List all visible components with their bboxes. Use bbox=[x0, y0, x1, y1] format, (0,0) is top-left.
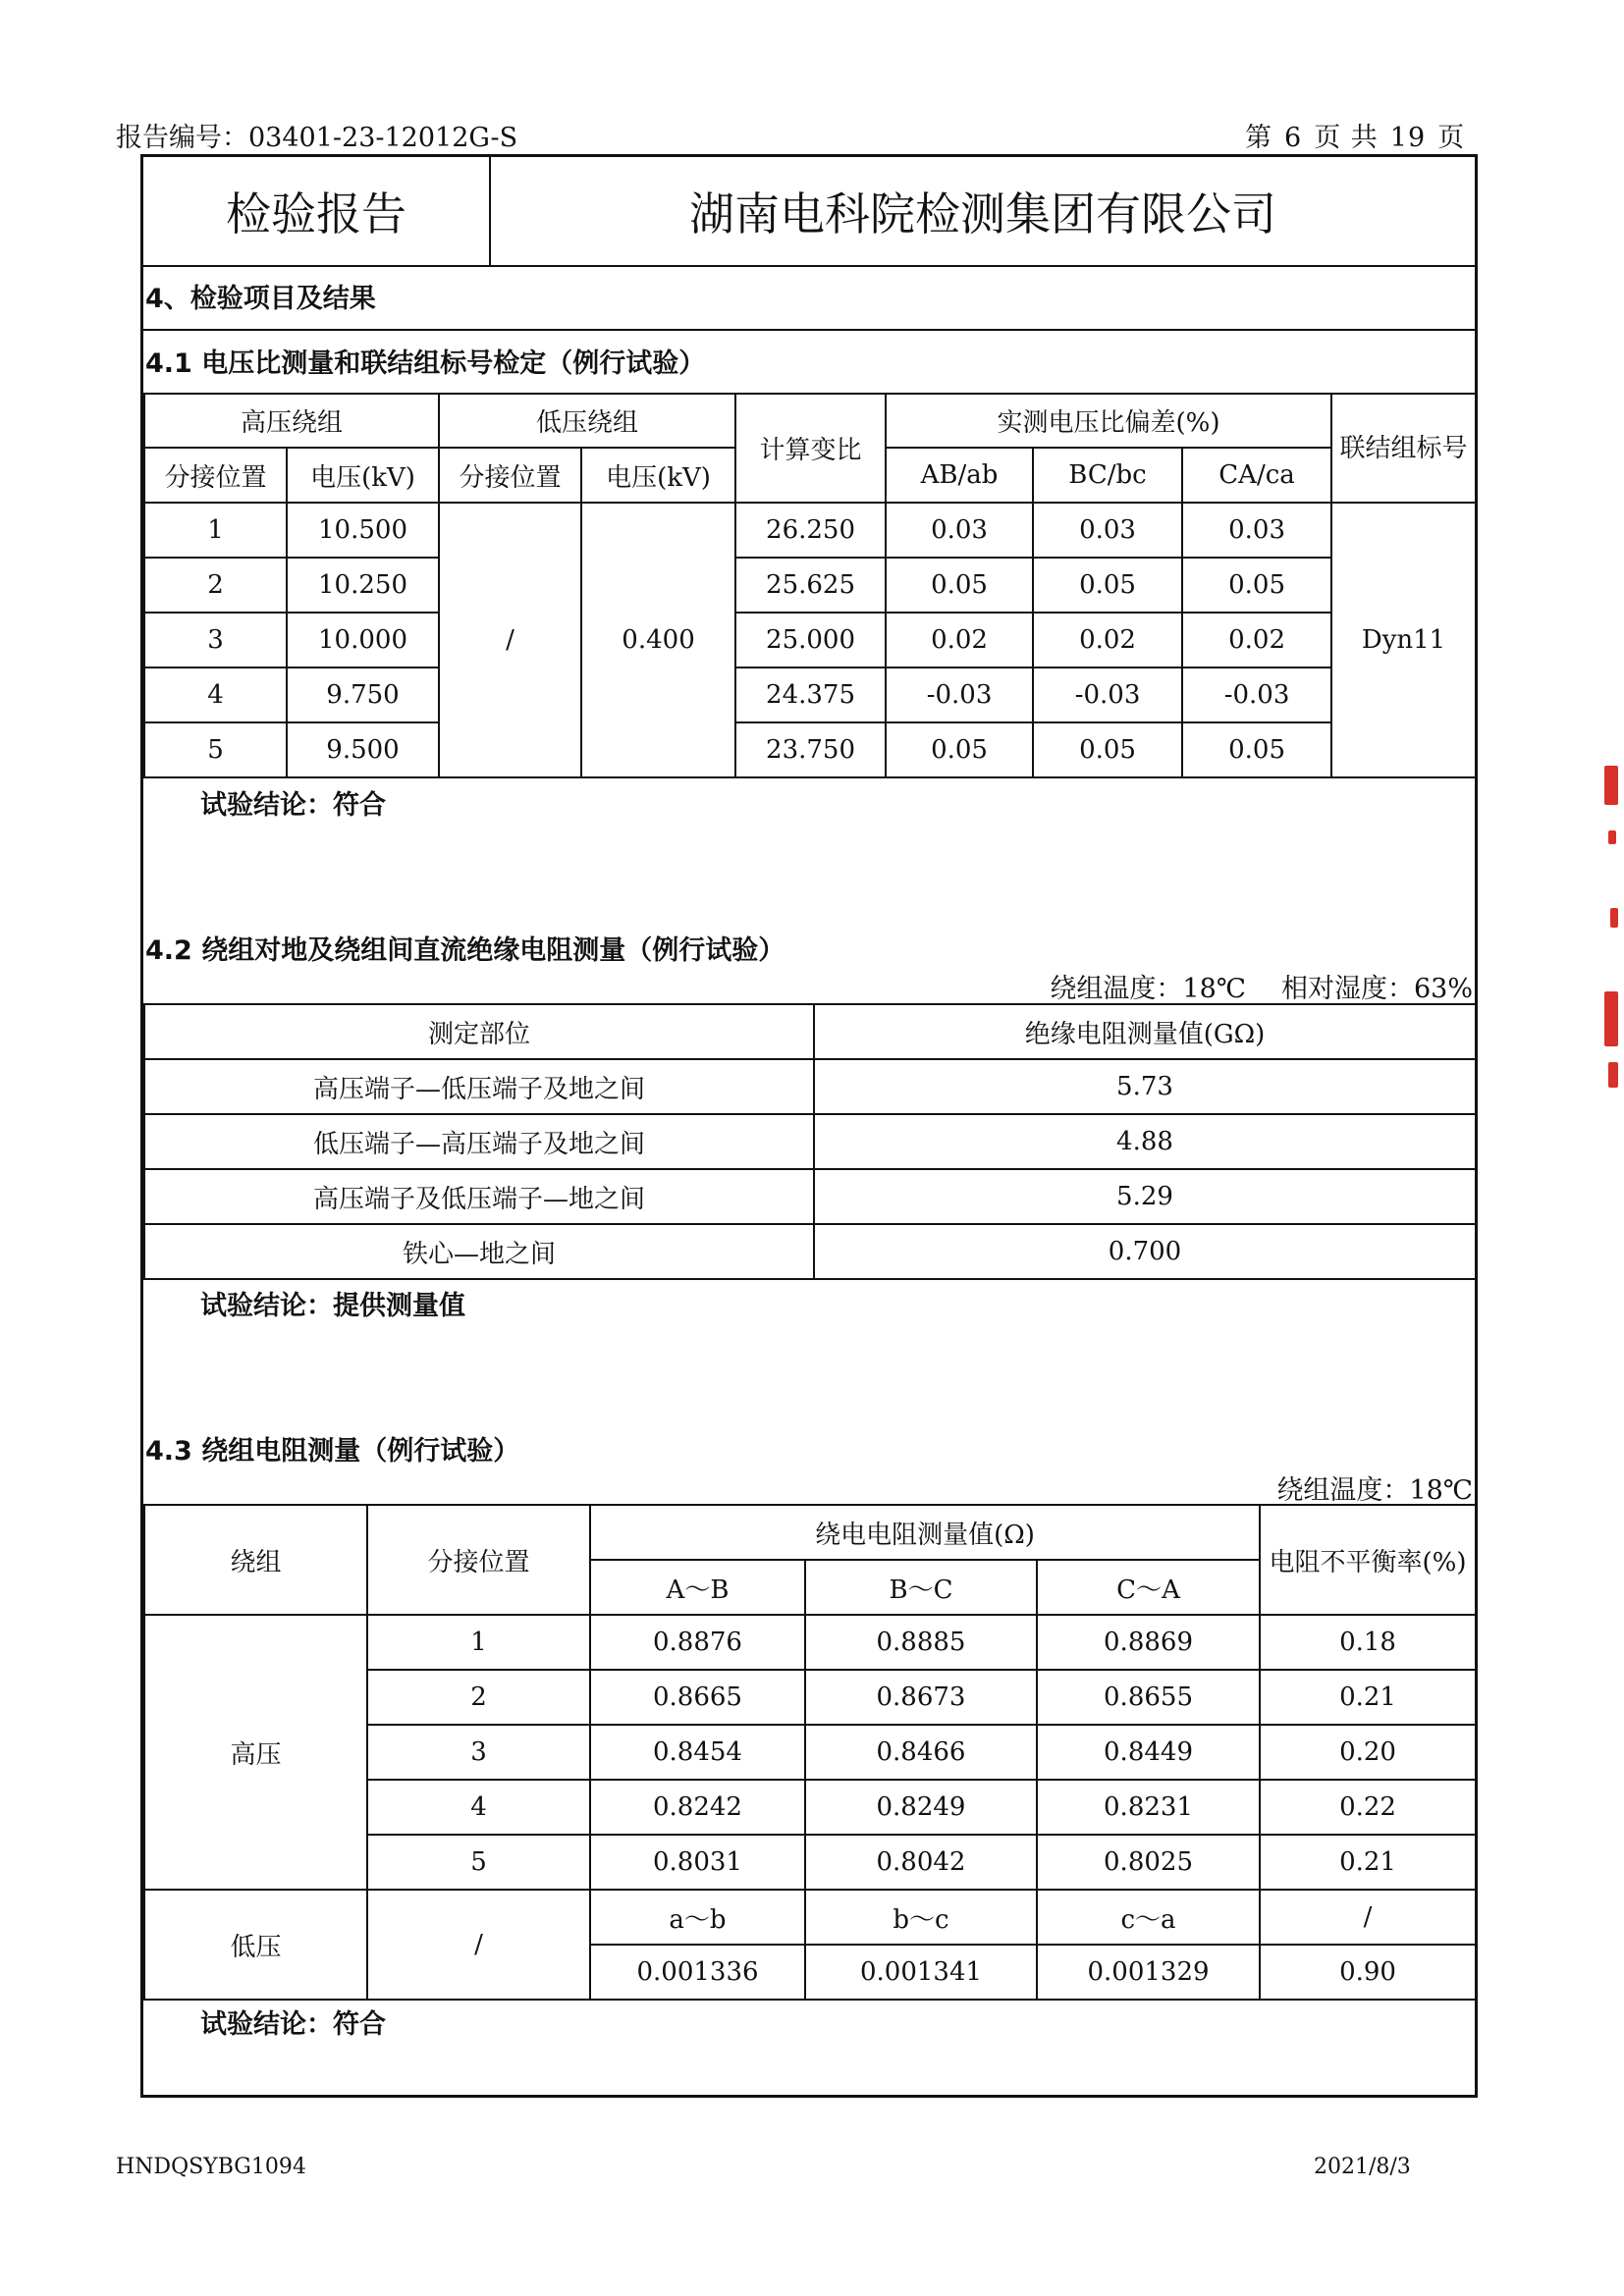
bc-cell: 0.8673 bbox=[805, 1670, 1037, 1725]
part-cell: 高压端子—低压端子及地之间 bbox=[144, 1059, 814, 1114]
ca-cell: 0.8869 bbox=[1037, 1615, 1260, 1670]
tap-cell: 3 bbox=[144, 613, 287, 667]
imbalance-cell: 0.18 bbox=[1260, 1615, 1476, 1670]
lv-ab-header: a～b bbox=[590, 1890, 805, 1945]
table-row bbox=[144, 1615, 1476, 1670]
value-cell: 4.88 bbox=[814, 1114, 1476, 1169]
ab-cell: 0.8454 bbox=[590, 1725, 805, 1780]
bc-cell: 0.8466 bbox=[805, 1725, 1037, 1780]
bc-cell: 0.8042 bbox=[805, 1835, 1037, 1890]
page-suffix: 页 bbox=[1437, 123, 1466, 153]
ratio-deviation-header: 实测电压比偏差(%) bbox=[886, 394, 1331, 448]
resistance-header: 绕电电阻测量值(Ω) bbox=[590, 1505, 1260, 1560]
ab-cell: 0.02 bbox=[886, 613, 1033, 667]
part-cell: 高压端子及低压端子—地之间 bbox=[144, 1169, 814, 1224]
insulation-resistance-table bbox=[143, 1003, 1477, 1280]
ca-cell: -0.03 bbox=[1182, 667, 1331, 722]
vector-group-cell: Dyn11 bbox=[1331, 503, 1476, 777]
winding-temperature: 绕组温度：18℃ bbox=[1276, 1475, 1473, 1506]
part-cell: 铁心—地之间 bbox=[144, 1224, 814, 1279]
tap-cell: 4 bbox=[144, 667, 287, 722]
report-frame bbox=[140, 154, 1478, 2098]
ab-cell: 0.03 bbox=[886, 503, 1033, 558]
ab-header: A～B bbox=[590, 1560, 805, 1615]
seal-fragment bbox=[1608, 830, 1616, 844]
tap-cell: 5 bbox=[144, 722, 287, 777]
bc-cell: 0.02 bbox=[1033, 613, 1182, 667]
report-number-label: 报告编号： bbox=[116, 123, 248, 153]
tap-cell: 1 bbox=[144, 503, 287, 558]
lv-voltage-header: 电压(kV) bbox=[581, 448, 735, 503]
section-4-3-conclusion: 试验结论：符合 bbox=[200, 2009, 386, 2040]
page-total: 19 bbox=[1389, 123, 1427, 153]
relative-humidity: 相对湿度：63% bbox=[1280, 974, 1473, 1004]
table-row bbox=[144, 722, 1476, 777]
winding-resistance-table bbox=[143, 1504, 1477, 2001]
lv-tap-header: 分接位置 bbox=[439, 448, 581, 503]
hv-voltage-cell: 10.250 bbox=[287, 558, 439, 613]
page-mid: 页 共 bbox=[1314, 123, 1379, 153]
ab-cell: 0.8031 bbox=[590, 1835, 805, 1890]
lv-voltage-cell: 0.400 bbox=[581, 503, 735, 777]
seal-fragment bbox=[1604, 991, 1618, 1046]
ratio-cell: 25.000 bbox=[735, 613, 886, 667]
ca-cell: 0.001329 bbox=[1037, 1945, 1260, 2000]
hv-voltage-cell: 9.500 bbox=[287, 722, 439, 777]
ab-header: AB/ab bbox=[886, 448, 1033, 503]
ab-cell: 0.8876 bbox=[590, 1615, 805, 1670]
bc-cell: -0.03 bbox=[1033, 667, 1182, 722]
form-date: 2021/8/3 bbox=[1314, 2155, 1411, 2179]
table-row bbox=[144, 1059, 1476, 1114]
seal-fragment bbox=[1608, 1062, 1618, 1088]
ratio-cell: 26.250 bbox=[735, 503, 886, 558]
ca-header: CA/ca bbox=[1182, 448, 1331, 503]
page-current: 6 bbox=[1284, 123, 1303, 153]
bc-header: B～C bbox=[805, 1560, 1037, 1615]
hv-voltage-cell: 10.000 bbox=[287, 613, 439, 667]
ratio-cell: 24.375 bbox=[735, 667, 886, 722]
bc-cell: 0.03 bbox=[1033, 503, 1182, 558]
section-4-1-title: 4.1 电压比测量和联结组标号检定（例行试验） bbox=[145, 348, 706, 379]
tap-cell: 4 bbox=[367, 1780, 590, 1835]
imbalance-cell: 0.21 bbox=[1260, 1835, 1476, 1890]
imbalance-cell: 0.20 bbox=[1260, 1725, 1476, 1780]
bc-cell: 0.05 bbox=[1033, 558, 1182, 613]
company-name: 湖南电科院检测集团有限公司 bbox=[689, 187, 1276, 240]
imbalance-cell: 0.21 bbox=[1260, 1670, 1476, 1725]
tap-cell: 5 bbox=[367, 1835, 590, 1890]
hv-voltage-header: 电压(kV) bbox=[287, 448, 439, 503]
bc-cell: 0.05 bbox=[1033, 722, 1182, 777]
seal-fragment bbox=[1610, 908, 1618, 928]
title-box bbox=[143, 157, 1475, 267]
winding-header: 绕组 bbox=[144, 1505, 367, 1615]
section-4-1-conclusion: 试验结论：符合 bbox=[200, 790, 386, 821]
ratio-cell: 25.625 bbox=[735, 558, 886, 613]
ab-cell: -0.03 bbox=[886, 667, 1033, 722]
hv-voltage-cell: 10.500 bbox=[287, 503, 439, 558]
tap-header: 分接位置 bbox=[367, 1505, 590, 1615]
ca-header: C～A bbox=[1037, 1560, 1260, 1615]
lv-tap-cell: / bbox=[439, 503, 581, 777]
hv-voltage-cell: 9.750 bbox=[287, 667, 439, 722]
lv-imbalance-header: / bbox=[1260, 1890, 1476, 1945]
table-row bbox=[144, 1114, 1476, 1169]
bc-header: BC/bc bbox=[1033, 448, 1182, 503]
page-indicator bbox=[1239, 116, 1471, 154]
ab-cell: 0.8242 bbox=[590, 1780, 805, 1835]
form-code: HNDQSYBG1094 bbox=[116, 2155, 306, 2179]
value-cell: 5.29 bbox=[814, 1169, 1476, 1224]
test-conditions bbox=[1050, 967, 1473, 1005]
lv-tap-cell: / bbox=[367, 1890, 590, 2000]
tap-cell: 1 bbox=[367, 1615, 590, 1670]
vector-group-header: 联结组标号 bbox=[1331, 394, 1476, 503]
voltage-ratio-table bbox=[143, 393, 1477, 778]
tap-cell: 2 bbox=[367, 1670, 590, 1725]
bc-cell: 0.8885 bbox=[805, 1615, 1037, 1670]
report-title: 检验报告 bbox=[143, 157, 491, 265]
hv-label: 高压 bbox=[144, 1615, 367, 1890]
hv-winding-header: 高压绕组 bbox=[144, 394, 439, 448]
divider bbox=[143, 329, 1475, 331]
imbalance-cell: 0.22 bbox=[1260, 1780, 1476, 1835]
table-row bbox=[144, 613, 1476, 667]
part-header: 测定部位 bbox=[144, 1004, 814, 1059]
lv-winding-header: 低压绕组 bbox=[439, 394, 735, 448]
imbalance-cell: 0.90 bbox=[1260, 1945, 1476, 2000]
tap-cell: 2 bbox=[144, 558, 287, 613]
bc-cell: 0.8249 bbox=[805, 1780, 1037, 1835]
lv-label: 低压 bbox=[144, 1890, 367, 2000]
report-number-value: 03401-23-12012G-S bbox=[248, 123, 518, 153]
ca-cell: 0.8025 bbox=[1037, 1835, 1260, 1890]
ca-cell: 0.8231 bbox=[1037, 1780, 1260, 1835]
section-4-title: 4、检验项目及结果 bbox=[145, 284, 376, 314]
ca-cell: 0.02 bbox=[1182, 613, 1331, 667]
ca-cell: 0.8449 bbox=[1037, 1725, 1260, 1780]
insulation-value-header: 绝缘电阻测量值(GΩ) bbox=[814, 1004, 1476, 1059]
section-4-2-conclusion: 试验结论：提供测量值 bbox=[200, 1291, 465, 1321]
seal-fragment bbox=[1604, 766, 1618, 805]
value-cell: 5.73 bbox=[814, 1059, 1476, 1114]
table-row bbox=[144, 1224, 1476, 1279]
imbalance-header: 电阻不平衡率(%) bbox=[1260, 1505, 1476, 1615]
table-row bbox=[144, 1890, 1476, 1945]
page-prefix: 第 bbox=[1245, 123, 1272, 153]
table-row bbox=[144, 1169, 1476, 1224]
table-row bbox=[144, 667, 1476, 722]
ab-cell: 0.8665 bbox=[590, 1670, 805, 1725]
ab-cell: 0.001336 bbox=[590, 1945, 805, 2000]
ca-cell: 0.8655 bbox=[1037, 1670, 1260, 1725]
lv-bc-header: b～c bbox=[805, 1890, 1037, 1945]
part-cell: 低压端子—高压端子及地之间 bbox=[144, 1114, 814, 1169]
table-row bbox=[144, 503, 1476, 558]
ratio-cell: 23.750 bbox=[735, 722, 886, 777]
section-4-3-title: 4.3 绕组电阻测量（例行试验） bbox=[145, 1436, 520, 1467]
tap-cell: 3 bbox=[367, 1725, 590, 1780]
ab-cell: 0.05 bbox=[886, 558, 1033, 613]
hv-tap-header: 分接位置 bbox=[144, 448, 287, 503]
calc-ratio-header: 计算变比 bbox=[735, 394, 886, 503]
section-4-2-title: 4.2 绕组对地及绕组间直流绝缘电阻测量（例行试验） bbox=[145, 935, 785, 966]
value-cell: 0.700 bbox=[814, 1224, 1476, 1279]
table-row bbox=[144, 558, 1476, 613]
report-number bbox=[116, 116, 517, 154]
test-conditions-4-3 bbox=[1276, 1468, 1473, 1507]
lv-ca-header: c～a bbox=[1037, 1890, 1260, 1945]
winding-temperature: 绕组温度：18℃ bbox=[1050, 974, 1246, 1004]
ab-cell: 0.05 bbox=[886, 722, 1033, 777]
ca-cell: 0.05 bbox=[1182, 722, 1331, 777]
ca-cell: 0.03 bbox=[1182, 503, 1331, 558]
bc-cell: 0.001341 bbox=[805, 1945, 1037, 2000]
ca-cell: 0.05 bbox=[1182, 558, 1331, 613]
